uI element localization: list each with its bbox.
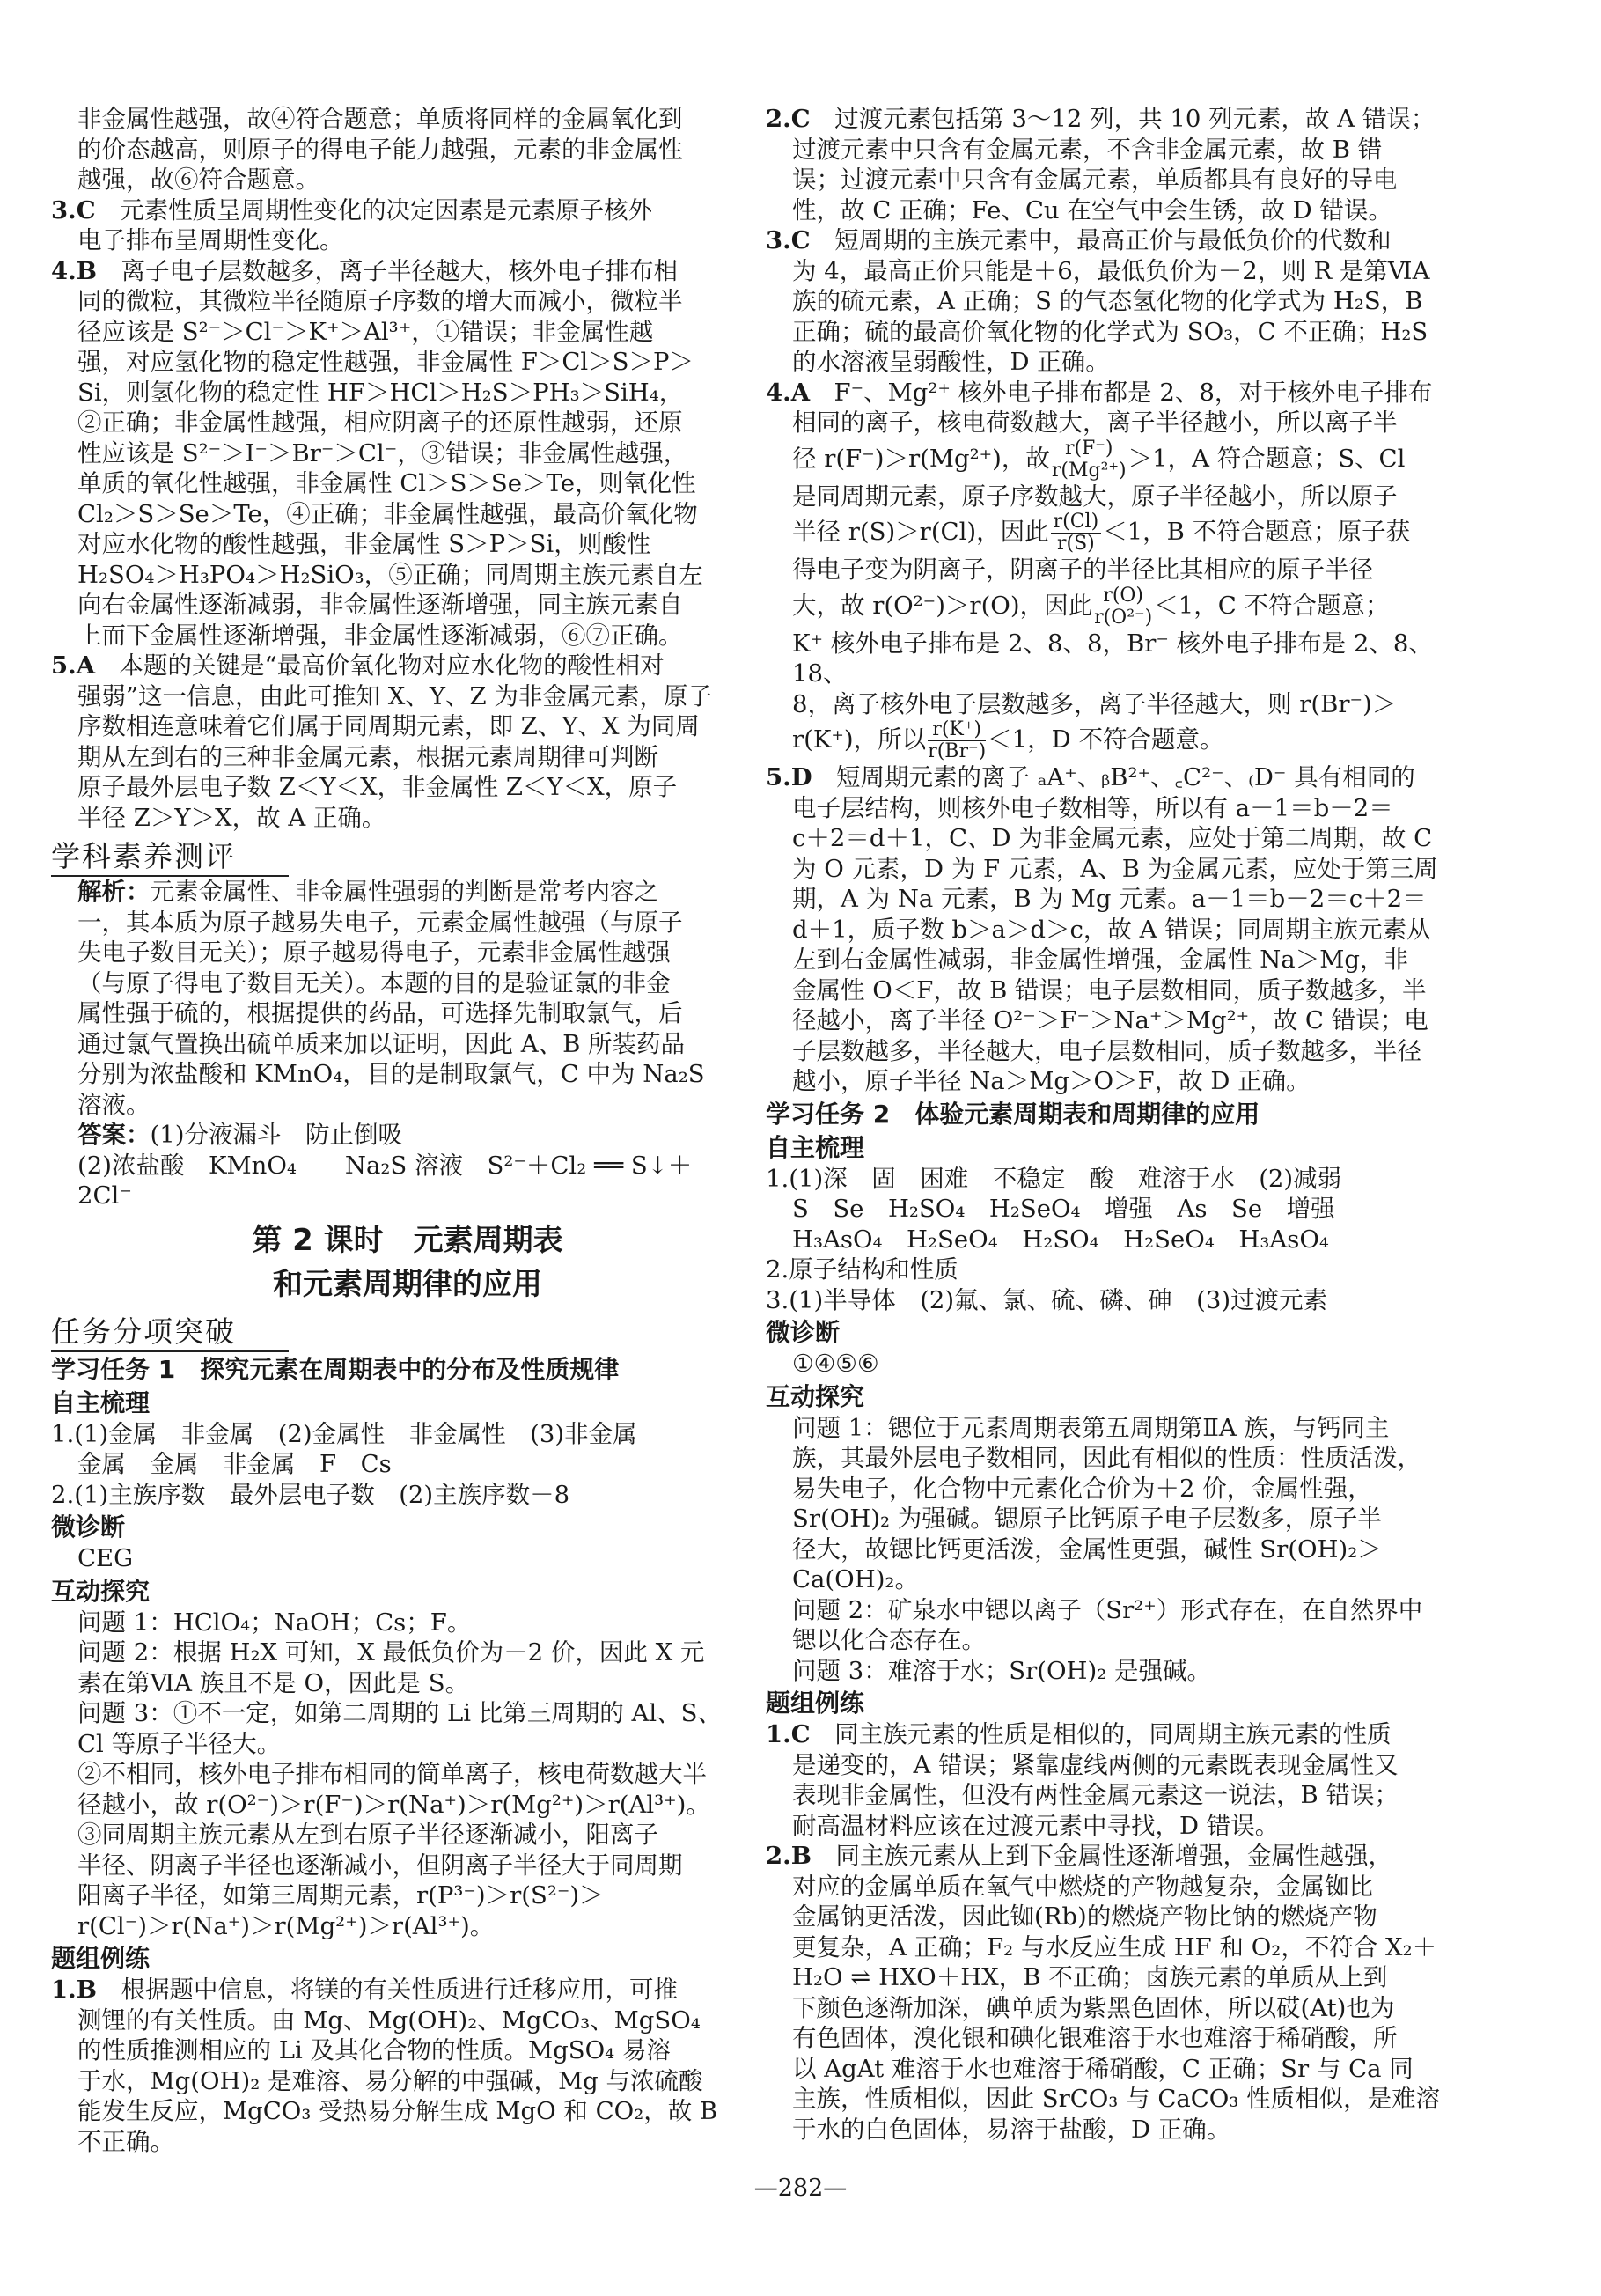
section-heading: 互动探究 bbox=[766, 1381, 865, 1411]
text-line: 电子排布呈周期性变化。 bbox=[77, 226, 344, 254]
text-line: 溶液。 bbox=[77, 1090, 151, 1119]
text-line: 的性质推测相应的 Li 及其化合物的性质。MgSO₄ 易溶 bbox=[77, 2036, 671, 2064]
text-line: 金属性 O＜F，故 B 错误；电子层数相同，质子数越多，半 bbox=[792, 975, 1427, 1004]
text-line: 半径、阴离子半径也逐渐减小，但阴离子半径大于同周期 bbox=[77, 1851, 683, 1880]
text-line: 下颜色逐渐加深，碘单质为紫黑色固体，所以砹(At)也为 bbox=[792, 1993, 1395, 2022]
major-heading-wrap bbox=[51, 833, 764, 877]
text-line-with-fraction bbox=[766, 719, 1479, 762]
answer-text: 短周期元素的离子 ₐA⁺、ᵦB²⁺、꜀C²⁻、₍D⁻ 具有相同的 bbox=[812, 763, 1415, 791]
left-column bbox=[51, 104, 764, 2157]
text-line: 径应该是 S²⁻＞Cl⁻＞K⁺＞Al³⁺，①错误；非金属性越 bbox=[77, 317, 654, 346]
text-line: 原子最外层电子数 Z＜Y＜X，非金属性 Z＜Y＜X，原子 bbox=[77, 773, 678, 801]
text-line: 8，离子核外电子层数越多，离子半径越大，则 r(Br⁻)＞ bbox=[792, 689, 1397, 718]
text-line: 半径 Z＞Y＞X，故 A 正确。 bbox=[77, 803, 386, 832]
text-line: 主族，性质相似，因此 SrCO₃ 与 CaCO₃ 性质相似，是难溶 bbox=[792, 2085, 1441, 2113]
text-line: H₃AsO₄ H₂SeO₄ H₂SO₄ H₂SeO₄ H₃AsO₄ bbox=[792, 1225, 1329, 1254]
page-number: —282— bbox=[753, 2175, 848, 2202]
text-line: ②不相同，核外电子排布相同的简单离子，核电荷数越大半 bbox=[77, 1760, 707, 1788]
text-line: 耐高温材料应该在过渡元素中寻找，D 错误。 bbox=[792, 1811, 1280, 1840]
text-line: 越强，故⑥符合题意。 bbox=[77, 166, 319, 194]
text-line: Cl 等原子半径大。 bbox=[77, 1729, 282, 1758]
answer-text: 同主族元素从上到下金属性逐渐增强，金属性越强， bbox=[811, 1842, 1392, 1870]
fraction bbox=[1052, 438, 1127, 482]
text-line: 问题 1：HClO₄；NaOH；Cs；F。 bbox=[77, 1608, 472, 1637]
text-line: 素在第ⅥA 族且不是 O，因此是 S。 bbox=[77, 1668, 470, 1697]
text-line: 阳离子半径，如第三周期元素，r(P³⁻)＞r(S²⁻)＞ bbox=[77, 1881, 604, 1910]
text-line: 有色固体，溴化银和碘化银难溶于水也难溶于稀硝酸，所 bbox=[792, 2024, 1398, 2052]
text-line: 2.(1)主族序数 最外层电子数 (2)主族序数－8 bbox=[51, 1480, 570, 1509]
text-line: 通过氯气置换出硫单质来加以证明，因此 A、B 所装药品 bbox=[77, 1029, 686, 1058]
text-line: 序数相连意味着它们属于同周期元素，即 Z、Y、X 为同周 bbox=[77, 712, 700, 740]
text-segment: ＜1，D 不符合题意。 bbox=[988, 725, 1224, 754]
major-heading: 学科素养测评 bbox=[51, 838, 289, 877]
text-line: K⁺ 核外电子排布是 2、8、8，Br⁻ 核外电子排布是 2、8、18、 bbox=[792, 629, 1433, 688]
text-line: 问题 3：①不一定，如第二周期的 Li 比第三周期的 Al、S、 bbox=[77, 1699, 723, 1727]
answer-number: 3.C bbox=[51, 195, 96, 224]
text-line: 不正确。 bbox=[77, 2127, 174, 2156]
text-line: 金属钠更活泼，因此铷(Rb)的燃烧产物比钠的燃烧产物 bbox=[792, 1902, 1377, 1931]
text-segment: 半径 r(S)＞r(Cl)，因此 bbox=[792, 518, 1049, 546]
text-line: 是递变的，A 错误；紧靠虚线两侧的元素既表现金属性又 bbox=[792, 1750, 1399, 1779]
text-line: 左到右金属性减弱，非金属性增强，金属性 Na＞Mg，非 bbox=[792, 946, 1408, 974]
text-line: 误；过渡元素中只含有金属元素，单质都具有良好的导电 bbox=[792, 166, 1398, 194]
answer-item bbox=[766, 1719, 1479, 1750]
text-line: 1.(1)深 固 困难 不稳定 酸 难溶于水 (2)减弱 bbox=[766, 1164, 1342, 1193]
text-line: 问题 3：难溶于水；Sr(OH)₂ 是强碱。 bbox=[792, 1656, 1211, 1685]
right-column bbox=[766, 104, 1479, 2145]
text-line: 以 AgAt 难溶于水也难溶于稀硝酸，C 正确；Sr 与 Ca 同 bbox=[792, 2054, 1414, 2083]
section-heading: 自主梳理 bbox=[766, 1132, 865, 1162]
text-line: H₂SO₄＞H₃PO₄＞H₂SiO₃，⑤正确；同周期主族元素自左 bbox=[77, 560, 703, 589]
answer-item bbox=[766, 1841, 1479, 1872]
text-line: 性，故 C 正确；Fe、Cu 在空气中会生锈，故 D 错误。 bbox=[792, 195, 1392, 224]
fraction bbox=[1051, 511, 1102, 555]
text-line: 越小，原子半径 Na＞Mg＞O＞F，故 D 正确。 bbox=[792, 1067, 1311, 1095]
text-line: 易失电子，化合物中元素化合价为＋2 价，金属性强， bbox=[792, 1474, 1372, 1503]
lesson-title: 和元素周期律的应用 bbox=[273, 1266, 542, 1302]
section-heading: 微诊断 bbox=[766, 1318, 841, 1347]
answer-number: 1.C bbox=[766, 1720, 811, 1748]
text-line: r(Cl⁻)＞r(Na⁺)＞r(Mg²⁺)＞r(Al³⁺)。 bbox=[77, 1911, 495, 1940]
text-line: 正确；硫的最高价氧化物的化学式为 SO₃，C 不正确；H₂S bbox=[792, 317, 1428, 346]
text-line: 电子层结构，则核外电子数相等，所以有 a－1＝b－2＝ bbox=[792, 793, 1393, 822]
text-line: Sr(OH)₂ 为强碱。锶原子比钙原子电子层数多，原子半 bbox=[792, 1505, 1382, 1533]
section-heading: 自主梳理 bbox=[51, 1387, 151, 1417]
lesson-title: 第 2 课时 元素周期表 bbox=[252, 1222, 563, 1258]
answer-text: 过渡元素包括第 3～12 列，共 10 列元素，故 A 错误； bbox=[810, 105, 1436, 133]
text-segment: (1)分液漏斗 防止倒吸 bbox=[150, 1121, 402, 1149]
text-line: CEG bbox=[77, 1544, 134, 1572]
section-heading: 微诊断 bbox=[51, 1512, 126, 1542]
text-line: S Se H₂SO₄ H₂SeO₄ 增强 As Se 增强 bbox=[792, 1195, 1335, 1223]
label-keyword: 答案： bbox=[77, 1121, 151, 1149]
answer-number: 4.B bbox=[51, 256, 97, 285]
fraction-numerator: r(O) bbox=[1094, 585, 1152, 607]
answer-item bbox=[51, 195, 764, 226]
answer-number: 3.C bbox=[766, 226, 811, 254]
text-line: Si，则氢化物的稳定性 HF＞HCl＞H₂S＞PH₃＞SiH₄， bbox=[77, 378, 684, 407]
text-segment: ＜1，C 不符合题意； bbox=[1154, 591, 1390, 620]
text-line: 的水溶液呈弱酸性，D 正确。 bbox=[792, 348, 1110, 376]
text-line: 属性强于硫的，根据提供的药品，可选择先制取氯气，后 bbox=[77, 999, 683, 1027]
text-line: 径大，故锶比钙更活泼，金属性更强，碱性 Sr(OH)₂＞ bbox=[792, 1534, 1382, 1564]
text-line: Ca(OH)₂。 bbox=[792, 1565, 919, 1593]
text-line: 族，其最外层电子数相同，因此有相似的性质：性质活泼， bbox=[792, 1444, 1421, 1472]
fraction-numerator: r(K⁺) bbox=[928, 719, 986, 741]
text-line: 向右金属性逐渐减弱，非金属性逐渐增强，同主族元素自 bbox=[77, 591, 683, 619]
text-line: (2)浓盐酸 KMnO₄ Na₂S 溶液 S²⁻＋Cl₂ ══ S↓＋ bbox=[77, 1151, 693, 1180]
answer-number: 2.B bbox=[766, 1842, 812, 1870]
fraction-numerator: r(Cl) bbox=[1051, 511, 1102, 534]
text-line: 问题 1：锶位于元素周期表第五周期第ⅡA 族，与钙同主 bbox=[792, 1413, 1390, 1442]
text-line: 强，对应氢化物的稳定性越强，非金属性 F＞Cl＞S＞P＞ bbox=[77, 348, 694, 376]
text-line: （与原子得电子数目无关）。本题的目的是验证氯的非金 bbox=[77, 968, 671, 997]
text-line: 更复杂，A 正确；F₂ 与水反应生成 HF 和 O₂，不符合 X₂＋ bbox=[792, 1932, 1437, 1961]
text-segment: r(K⁺)，所以 bbox=[792, 725, 927, 754]
label-keyword: 解析： bbox=[77, 878, 151, 906]
text-line: d＋1，质子数 b＞a＞d＞c，故 A 错误；同周期主族元素从 bbox=[792, 915, 1431, 944]
text-line: 同的微粒，其微粒半径随原子序数的增大而减小，微粒半 bbox=[77, 287, 683, 315]
text-line: Cl₂＞S＞Se＞Te，④正确；非金属性越强，最高价氧化物 bbox=[77, 499, 698, 528]
answer-number: 5.D bbox=[766, 763, 812, 791]
answer-number: 5.A bbox=[51, 651, 96, 680]
text-line: 径越小，故 r(O²⁻)＞r(F⁻)＞r(Na⁺)＞r(Mg²⁺)＞r(Al³⁺)。 bbox=[77, 1790, 710, 1819]
text-segment: ＜1，B 不符合题意；原子获 bbox=[1103, 518, 1411, 546]
text-line: 2.原子结构和性质 bbox=[766, 1255, 958, 1284]
text-line: 2Cl⁻ bbox=[77, 1181, 132, 1210]
fraction-denominator: r(Br⁻) bbox=[928, 740, 987, 762]
section-heading: 学习任务 1 探究元素在周期表中的分布及性质规律 bbox=[51, 1354, 620, 1384]
fraction-denominator: r(O²⁻) bbox=[1094, 606, 1153, 629]
text-line: 表现非金属性，但没有两性金属元素这一说法，B 错误； bbox=[792, 1781, 1399, 1809]
text-line: 的价态越高，则原子的得电子能力越强，元素的非金属性 bbox=[77, 135, 683, 164]
fraction-numerator: r(F⁻) bbox=[1052, 438, 1127, 460]
major-heading-wrap bbox=[51, 1308, 764, 1352]
text-line: 径越小，离子半径 O²⁻＞F⁻＞Na⁺＞Mg²⁺，故 C 错误；电 bbox=[792, 1006, 1428, 1034]
answer-item bbox=[51, 256, 764, 287]
answer-number: 1.B bbox=[51, 1976, 97, 2004]
answer-text: 短周期的主族元素中，最高正价与最低负价的代数和 bbox=[810, 226, 1392, 254]
text-line: c＋2＝d＋1，C、D 为非金属元素，应处于第二周期，故 C bbox=[792, 824, 1433, 852]
text-line: 得电子变为阴离子，阴离子的半径比其相应的原子半径 bbox=[792, 556, 1373, 584]
text-line: 锶以化合态存在。 bbox=[792, 1626, 986, 1654]
fraction-denominator: r(Mg²⁺) bbox=[1051, 459, 1127, 482]
text-line-with-fraction bbox=[766, 585, 1479, 629]
text-line: 相同的离子，核电荷数越大，离子半径越小，所以离子半 bbox=[792, 408, 1398, 437]
text-line: ③同周期主族元素从左到右原子半径逐渐减小，阳离子 bbox=[77, 1821, 658, 1849]
text-line: 能发生反应，MgCO₃ 受热易分解生成 MgO 和 CO₂，故 B bbox=[77, 2097, 718, 2125]
text-line: 金属 金属 非金属 F Cs bbox=[77, 1450, 392, 1478]
text-line: 测锂的有关性质。由 Mg、Mg(OH)₂、MgCO₃、MgSO₄ bbox=[77, 2005, 701, 2035]
major-heading: 任务分项突破 bbox=[51, 1314, 289, 1352]
text-line: 子层数越多，半径越大，电子层数相同，质子数越多，半径 bbox=[792, 1036, 1421, 1065]
section-heading: 题组例练 bbox=[766, 1689, 865, 1718]
text-line-with-fraction bbox=[766, 511, 1479, 555]
answer-text: 离子电子层数越多，离子半径越大，核外电子排布相 bbox=[96, 256, 678, 285]
text-line: 失电子数目无关）；原子越易得电子，元素非金属性越强 bbox=[77, 938, 671, 967]
answer-number: 2.C bbox=[766, 105, 811, 133]
answer-item bbox=[766, 762, 1479, 793]
text-line: 非金属性越强，故④符合题意；单质将同样的金属氧化到 bbox=[77, 105, 683, 133]
text-line: 于水的白色固体，易溶于盐酸，D 正确。 bbox=[792, 2115, 1231, 2144]
section-heading: 题组例练 bbox=[51, 1944, 151, 1973]
text-line: 单质的氧化性越强，非金属性 Cl＞S＞Se＞Te，则氧化性 bbox=[77, 469, 696, 497]
text-line: ①④⑤⑥ bbox=[792, 1350, 879, 1378]
text-line: 期，A 为 Na 元素，B 为 Mg 元素。a－1＝b－2＝c＋2＝ bbox=[792, 885, 1427, 913]
text-line: 对应水化物的酸性越强，非金属性 S＞P＞Si，则酸性 bbox=[77, 530, 651, 558]
answer-text: 同主族元素的性质是相似的，同周期主族元素的性质 bbox=[810, 1720, 1392, 1748]
text-line: 问题 2：根据 H₂X 可知，X 最低负价为－2 价，因此 X 元 bbox=[77, 1638, 705, 1667]
text-line: 于水，Mg(OH)₂ 是难溶、易分解的中强碱，Mg 与浓硫酸 bbox=[77, 2066, 703, 2095]
text-line: 族的硫元素，A 正确；S 的气态氢化物的化学式为 H₂S，B bbox=[792, 287, 1423, 315]
text-line: ②正确；非金属性越强，相应阴离子的还原性越弱，还原 bbox=[77, 408, 683, 437]
text-line: 1.(1)金属 非金属 (2)金属性 非金属性 (3)非金属 bbox=[51, 1419, 637, 1448]
fraction bbox=[928, 719, 986, 762]
text-segment: 径 r(F⁻)＞r(Mg²⁺)，故 bbox=[792, 444, 1050, 473]
section-heading: 学习任务 2 体验元素周期表和周期律的应用 bbox=[766, 1099, 1260, 1129]
text-line: 为 O 元素，D 为 F 元素，A、B 为金属元素，应处于第三周 bbox=[792, 854, 1438, 883]
text-line bbox=[51, 1120, 764, 1151]
answer-item bbox=[766, 225, 1479, 256]
text-line: 分别为浓盐酸和 KMnO₄，目的是制取氯气，C 中为 Na₂S bbox=[77, 1060, 705, 1088]
answer-text: 根据题中信息，将镁的有关性质进行迁移应用，可推 bbox=[96, 1976, 678, 2004]
text-line: 对应的金属单质在氧气中燃烧的产物越复杂，金属铷比 bbox=[792, 1872, 1373, 1901]
answer-text: 本题的关键是“最高价氧化物对应水化物的酸性相对 bbox=[95, 651, 665, 680]
text-line: 3.(1)半导体 (2)氟、氯、硫、磷、砷 (3)过渡元素 bbox=[766, 1285, 1328, 1314]
text-line: 一，其本质为原子越易失电子，元素金属性越强（与原子 bbox=[77, 908, 683, 937]
text-line: 上而下金属性逐渐增强，非金属性逐渐减弱，⑥⑦正确。 bbox=[77, 621, 683, 650]
answer-item bbox=[766, 104, 1479, 135]
text-line: 性应该是 S²⁻＞I⁻＞Br⁻＞Cl⁻，③错误；非金属性越强， bbox=[77, 438, 688, 467]
text-segment: ＞1，A 符合题意；S、Cl bbox=[1127, 444, 1406, 473]
fraction-denominator: r(S) bbox=[1057, 533, 1095, 555]
answer-item bbox=[51, 1975, 764, 2005]
answer-item bbox=[51, 651, 764, 681]
text-line: 问题 2：矿泉水中锶以离子（Sr²⁺）形式存在，在自然界中 bbox=[792, 1595, 1423, 1624]
text-line: 是同周期元素，原子序数越大，原子半径越小，所以原子 bbox=[792, 482, 1398, 511]
section-heading: 互动探究 bbox=[51, 1576, 151, 1606]
text-line: 为 4，最高正价只能是＋6，最低负价为－2，则 R 是第ⅥA bbox=[792, 256, 1430, 285]
text-line-with-fraction bbox=[766, 438, 1479, 482]
answer-item bbox=[766, 378, 1479, 408]
text-line: H₂O ⇌ HXO＋HX，B 不正确；卤族元素的单质从上到 bbox=[792, 1963, 1388, 1991]
answer-text: F⁻、Mg²⁺ 核外电子排布都是 2、8，对于核外电子排布 bbox=[810, 378, 1433, 407]
fraction bbox=[1094, 585, 1152, 629]
text-segment: 大，故 r(O²⁻)＞r(O)，因此 bbox=[792, 591, 1093, 620]
text-segment: 元素金属性、非金属性强弱的判断是常考内容之 bbox=[150, 878, 658, 906]
text-line: 过渡元素中只含有金属元素，不含非金属元素，故 B 错 bbox=[792, 135, 1383, 164]
answer-text: 元素性质呈周期性变化的决定因素是元素原子核外 bbox=[95, 195, 653, 224]
text-line bbox=[51, 877, 764, 908]
text-line: 强弱”这一信息，由此可推知 X、Y、Z 为非金属元素，原子 bbox=[77, 681, 712, 710]
answer-number: 4.A bbox=[766, 378, 811, 407]
text-line: 期从左到右的三种非金属元素，根据元素周期律可判断 bbox=[77, 742, 658, 771]
